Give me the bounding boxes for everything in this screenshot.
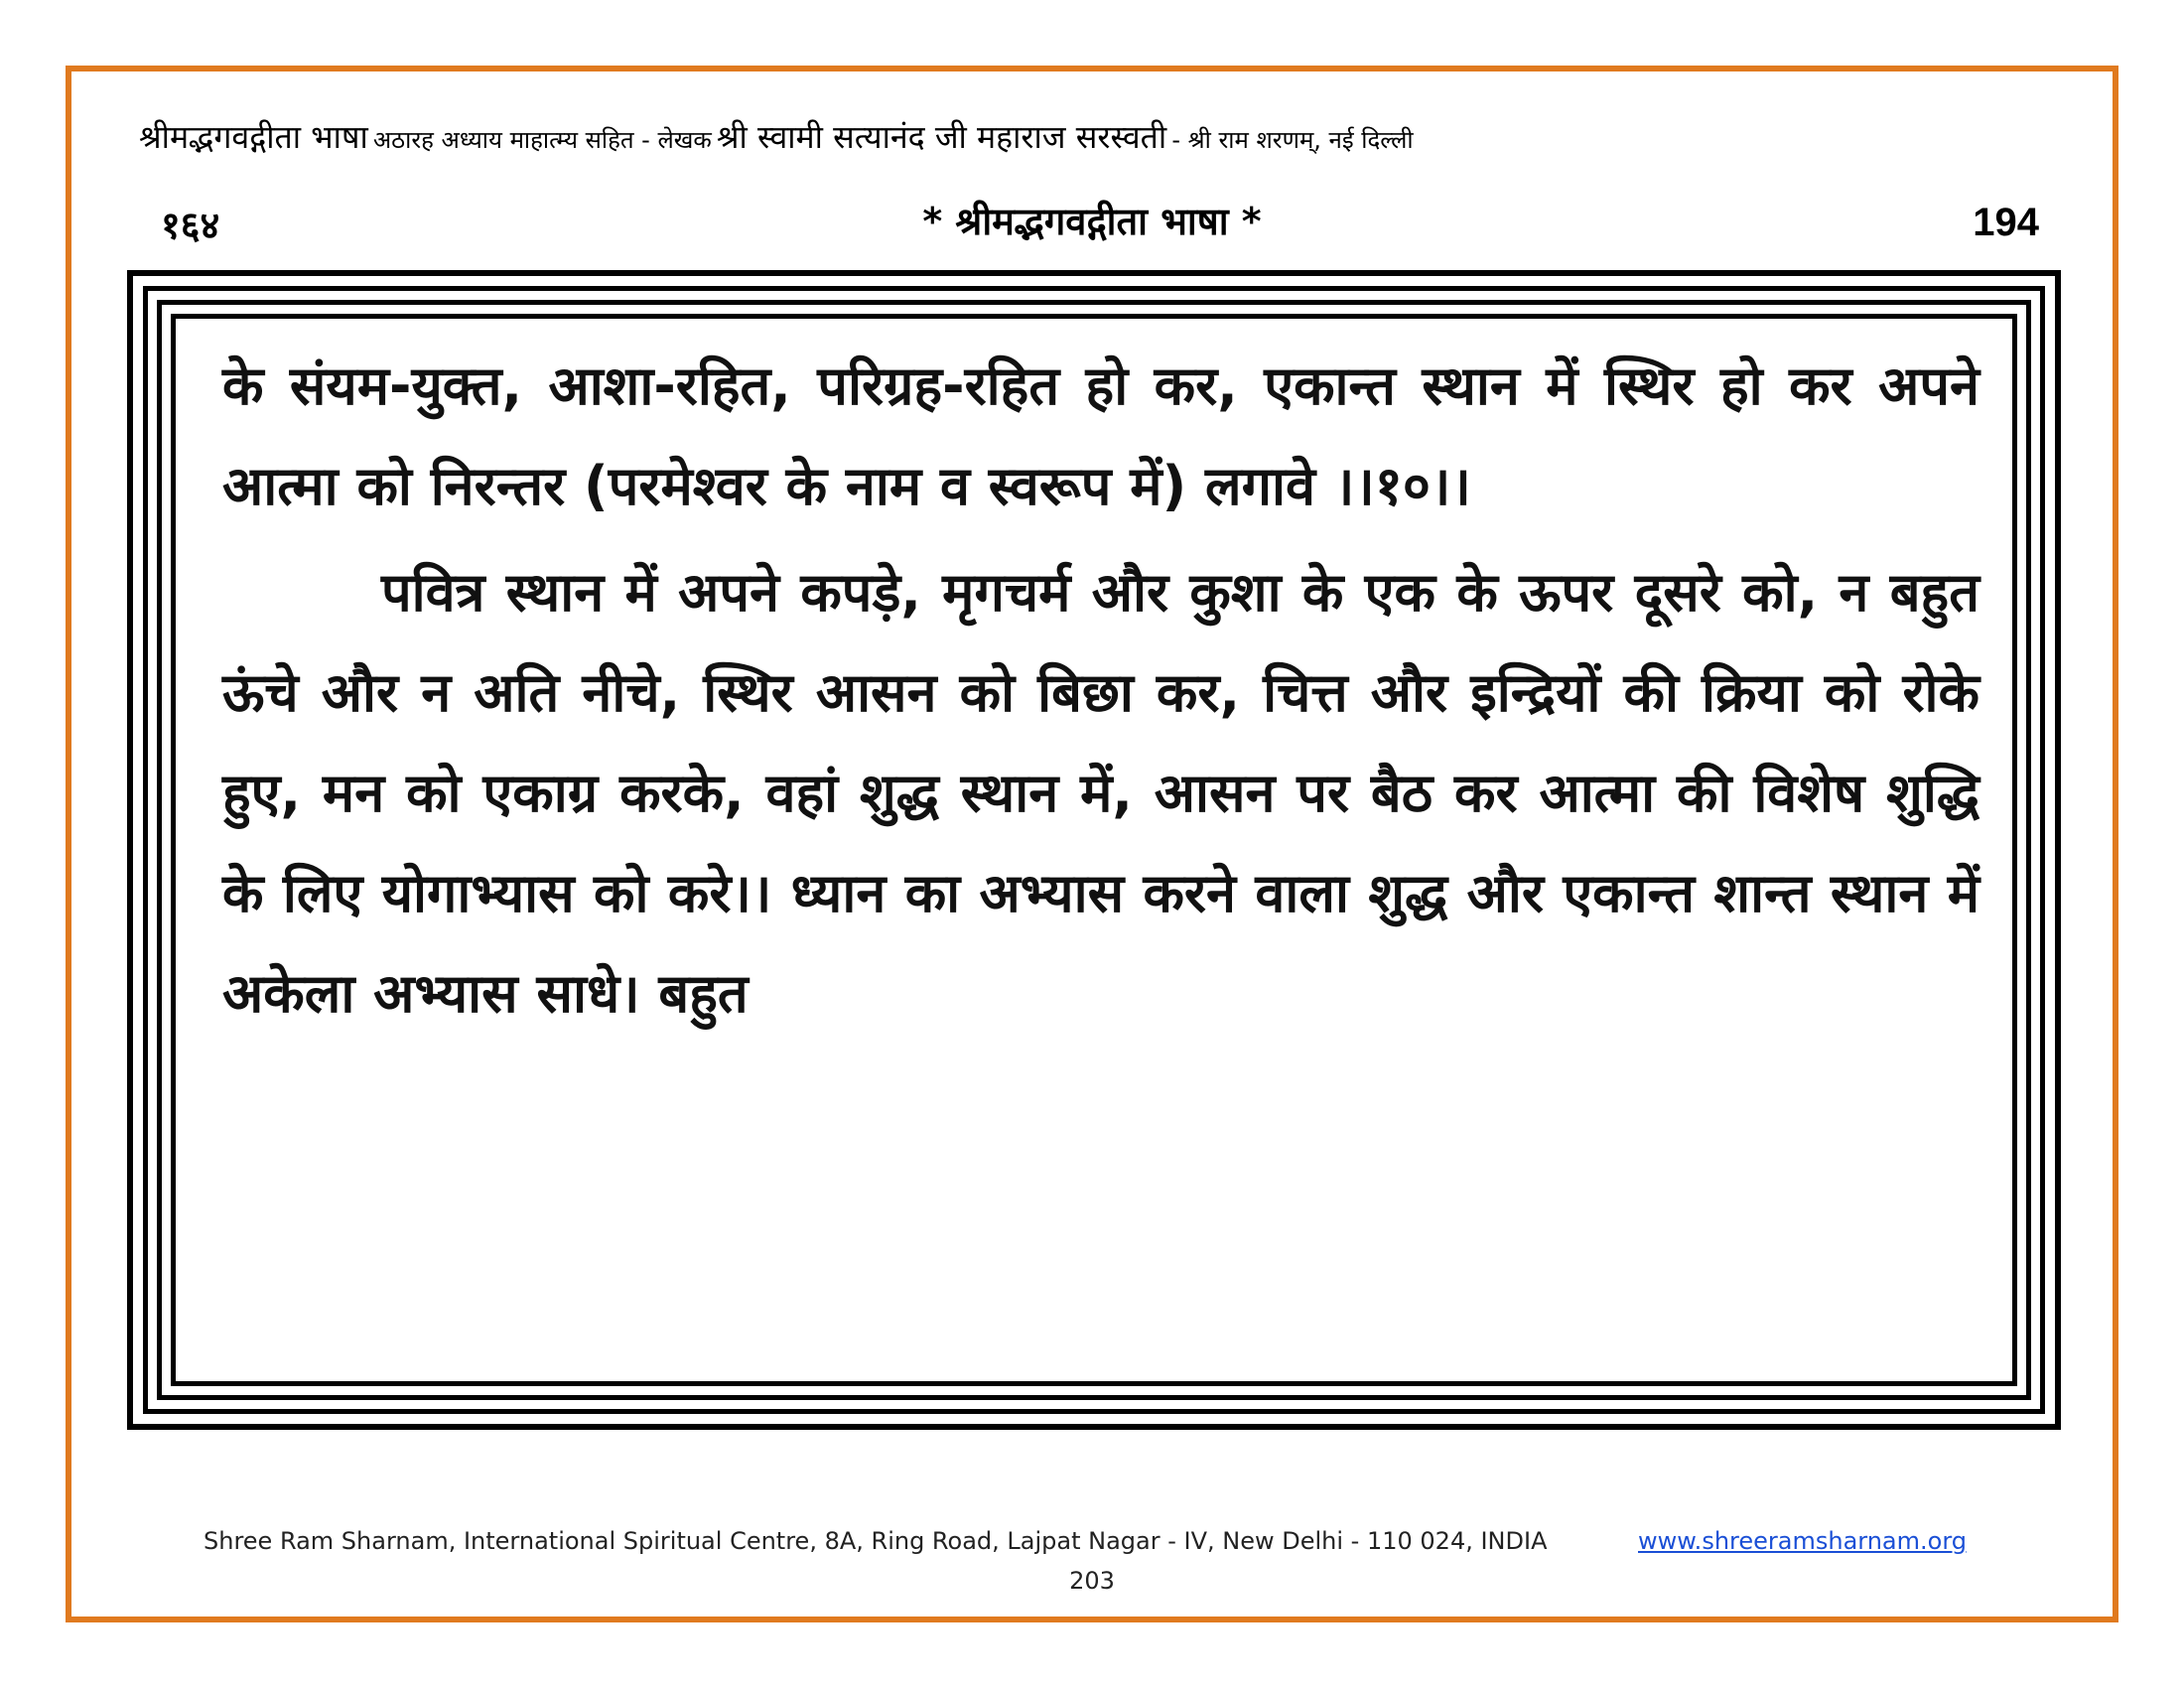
- book-title: श्रीमद्भगवद्गीता भाषा: [139, 118, 368, 156]
- page-number-arabic: 194: [1973, 201, 2039, 244]
- book-subtitle: अठारह अध्याय माहात्म्य सहित - लेखक: [372, 126, 712, 154]
- paragraph-1: के संयम-युक्त, आशा-रहित, परिग्रह-रहित हो कर, एकान्त स्थान में स्थिर हो कर अपने आत्मा को निरन्तर (परमेश्वर के नाम व स्वरूप में) लगावे ।।१०।।: [222, 354, 1979, 517]
- author-name: श्री स्वामी सत्यानंद जी महाराज सरस्वती: [716, 118, 1167, 156]
- pdf-page-number: 203: [1069, 1567, 1115, 1595]
- website-link[interactable]: www.shreeramsharnam.org: [1638, 1527, 1968, 1555]
- footer-address: Shree Ram Sharnam, International Spiritual Centre, 8A, Ring Road, Lajpat Nagar - IV, New Delhi - 110 024, INDIA: [204, 1527, 1548, 1555]
- scripture-text: [222, 336, 1979, 1044]
- publisher-name: - श्री राम शरणम्, नई दिल्ली: [1171, 126, 1414, 154]
- running-title: * श्रीमद्भगवद्गीता भाषा *: [922, 200, 1262, 243]
- text-box-border: [127, 270, 2061, 1430]
- paragraph-2: पवित्र स्थान में अपने कपड़े, मृगचर्म और कुशा के एक के ऊपर दूसरे को, न बहुत ऊंचे और न अति नीचे, स्थिर आसन को बिछा कर, चित्त और इन्द्रियों की क्रिया को रोके हुए, मन को एकाग्र करके, वहां शुद्ध स्थान में, आसन पर बैठ कर आत्मा की विशेष शुद्धि के लिए योगाभ्यास को करे।। ध्यान का अभ्यास करने वाला शुद्ध और एकान्त शान्त स्थान में अकेला अभ्यास साधे। बहुत: [222, 561, 1979, 1025]
- page-number-devanagari: १६४: [161, 204, 220, 247]
- document-header: [139, 117, 2065, 163]
